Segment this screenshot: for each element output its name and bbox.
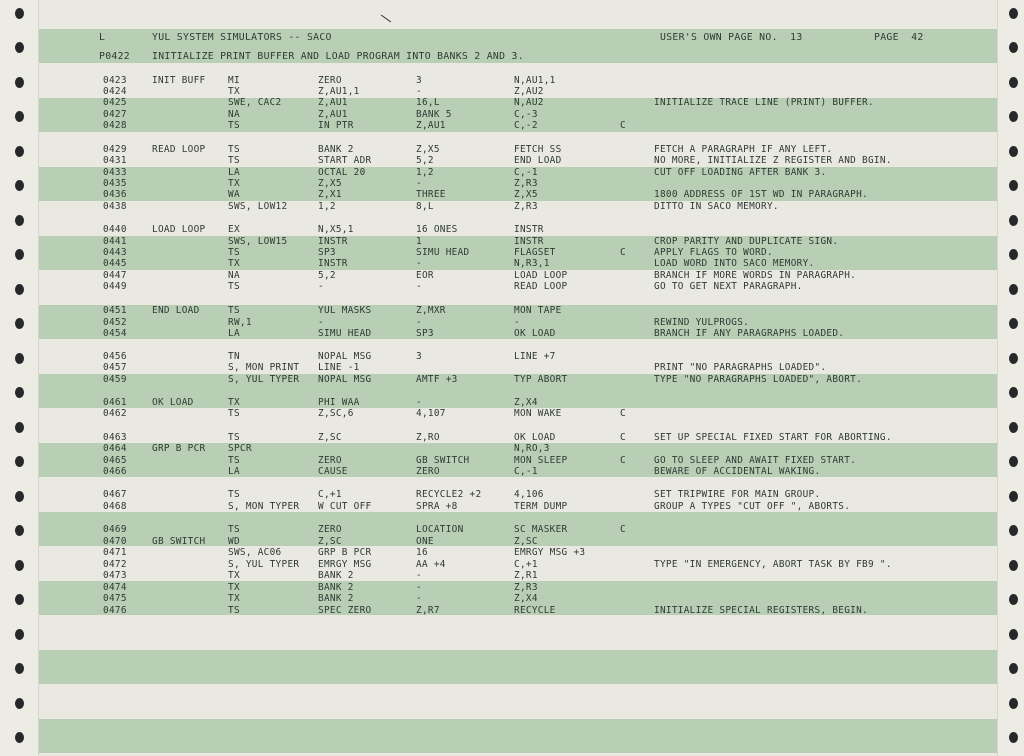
sprocket-hole-icon <box>15 663 24 674</box>
line-address: SP3 <box>318 247 336 258</box>
code-line <box>0 582 1024 593</box>
line-opcode: TS <box>228 120 240 131</box>
line-operand-3: C,-1 <box>514 167 538 178</box>
line-label: GB SWITCH <box>152 536 206 547</box>
line-location: 0459 <box>103 374 127 385</box>
line-operand-2: 16,L <box>416 97 440 108</box>
line-operand-2: 8,L <box>416 201 434 212</box>
line-location: 0471 <box>103 547 127 558</box>
line-opcode: SWS, LOW12 <box>228 201 288 212</box>
code-line <box>0 570 1024 581</box>
line-location: 0470 <box>103 536 127 547</box>
line-operand-3: FLAGSET <box>514 247 556 258</box>
line-operand-3: LOAD LOOP <box>514 270 568 281</box>
line-address: Z,SC,6 <box>318 408 354 419</box>
line-location: 0451 <box>103 305 127 316</box>
line-address: 5,2 <box>318 270 336 281</box>
line-operand-2: ZERO <box>416 466 440 477</box>
line-operand-3: SC MASKER <box>514 524 568 535</box>
line-comment: CUT OFF LOADING AFTER BANK 3. <box>654 167 827 178</box>
line-operand-2: SIMU HEAD <box>416 247 470 258</box>
line-opcode: LA <box>228 167 240 178</box>
line-location: 0447 <box>103 270 127 281</box>
line-opcode: TS <box>228 489 240 500</box>
line-flag: C <box>620 408 626 419</box>
line-operand-3: TERM DUMP <box>514 501 568 512</box>
line-address: NOPAL MSG <box>318 351 372 362</box>
line-address: 1,2 <box>318 201 336 212</box>
code-line <box>0 109 1024 120</box>
line-opcode: SPCR <box>228 443 252 454</box>
line-label: INIT BUFF <box>152 75 206 86</box>
line-opcode: TS <box>228 605 240 616</box>
line-address: Z,X5 <box>318 178 342 189</box>
code-line <box>0 328 1024 339</box>
line-location: 0445 <box>103 258 127 269</box>
code-line <box>0 178 1024 189</box>
code-line <box>0 408 1024 419</box>
code-line <box>0 501 1024 512</box>
code-line <box>0 247 1024 258</box>
line-address: BANK 2 <box>318 144 354 155</box>
line-opcode: TN <box>228 351 240 362</box>
line-address: N,X5,1 <box>318 224 354 235</box>
line-operand-2: 3 <box>416 75 422 86</box>
line-address: Z,SC <box>318 536 342 547</box>
line-operand-3: Z,X4 <box>514 593 538 604</box>
line-opcode: TS <box>228 281 240 292</box>
line-location: 0466 <box>103 466 127 477</box>
line-operand-2: LOCATION <box>416 524 464 535</box>
line-address: START ADR <box>318 155 372 166</box>
line-opcode: S, YUL TYPER <box>228 559 300 570</box>
code-line <box>0 524 1024 535</box>
line-address: Z,AU1 <box>318 97 348 108</box>
sprocket-hole-icon <box>15 629 24 640</box>
line-comment: GROUP A TYPES "CUT OFF ", ABORTS. <box>654 501 851 512</box>
line-operand-3: LINE +7 <box>514 351 556 362</box>
line-operand-2: Z,R7 <box>416 605 440 616</box>
line-location: 0454 <box>103 328 127 339</box>
line-location: 0473 <box>103 570 127 581</box>
line-flag: C <box>620 247 626 258</box>
line-address: ZERO <box>318 75 342 86</box>
line-operand-3: 4,106 <box>514 489 544 500</box>
line-location: 0449 <box>103 281 127 292</box>
code-line <box>0 536 1024 547</box>
code-line <box>0 189 1024 200</box>
line-operand-3: Z,R3 <box>514 582 538 593</box>
line-operand-3: C,+1 <box>514 559 538 570</box>
line-operand-3: READ LOOP <box>514 281 568 292</box>
line-address: IN PTR <box>318 120 354 131</box>
line-operand-3: Z,X5 <box>514 189 538 200</box>
line-location: 0474 <box>103 582 127 593</box>
line-operand-2: THREE <box>416 189 446 200</box>
line-opcode: EX <box>228 224 240 235</box>
line-address: LINE -1 <box>318 362 360 373</box>
code-line <box>0 281 1024 292</box>
page-number: PAGE 42 <box>874 32 924 43</box>
code-line <box>0 86 1024 97</box>
code-line <box>0 605 1024 616</box>
line-location: 0433 <box>103 167 127 178</box>
line-opcode: TS <box>228 155 240 166</box>
line-opcode: SWS, AC06 <box>228 547 282 558</box>
sprocket-hole-icon <box>1009 663 1018 674</box>
line-address: - <box>318 317 324 328</box>
line-location: 0457 <box>103 362 127 373</box>
line-location: 0452 <box>103 317 127 328</box>
line-operand-3: END LOAD <box>514 155 562 166</box>
line-operand-2: AMTF +3 <box>416 374 458 385</box>
line-location: 0440 <box>103 224 127 235</box>
line-opcode: TS <box>228 305 240 316</box>
line-operand-2: EOR <box>416 270 434 281</box>
code-line <box>0 374 1024 385</box>
line-comment: TYPE "IN EMERGENCY, ABORT TASK BY FB9 ". <box>654 559 892 570</box>
line-address: Z,X1 <box>318 189 342 200</box>
line-opcode: SWS, LOW15 <box>228 236 288 247</box>
line-comment: BRANCH IF MORE WORDS IN PARAGRAPH. <box>654 270 857 281</box>
line-address: PHI WAA <box>318 397 360 408</box>
code-line <box>0 397 1024 408</box>
line-location: 0465 <box>103 455 127 466</box>
code-line <box>0 362 1024 373</box>
line-operand-2: BANK 5 <box>416 109 452 120</box>
line-flag: C <box>620 432 626 443</box>
line-operand-3: N,RO,3 <box>514 443 550 454</box>
line-operand-3: RECYCLE <box>514 605 556 616</box>
line-location: 0468 <box>103 501 127 512</box>
line-location: 0425 <box>103 97 127 108</box>
green-bar <box>38 650 998 684</box>
line-comment: DITTO IN SACO MEMORY. <box>654 201 779 212</box>
line-operand-3: Z,X4 <box>514 397 538 408</box>
line-comment: REWIND YULPROGS. <box>654 317 750 328</box>
line-opcode: TX <box>228 258 240 269</box>
line-address: BANK 2 <box>318 593 354 604</box>
line-operand-3: Z,AU2 <box>514 86 544 97</box>
code-line <box>0 75 1024 86</box>
line-comment: APPLY FLAGS TO WORD. <box>654 247 773 258</box>
line-operand-2: - <box>416 570 422 581</box>
green-bar <box>38 719 998 753</box>
line-opcode: RW,1 <box>228 317 252 328</box>
line-location: 0475 <box>103 593 127 604</box>
line-opcode: NA <box>228 270 240 281</box>
line-operand-3: MON SLEEP <box>514 455 568 466</box>
line-comment: PRINT "NO PARAGRAPHS LOADED". <box>654 362 827 373</box>
line-operand-2: 3 <box>416 351 422 362</box>
line-operand-2: 16 <box>416 547 428 558</box>
line-location: 0467 <box>103 489 127 500</box>
line-address: Z,AU1 <box>318 109 348 120</box>
line-location: 0431 <box>103 155 127 166</box>
line-operand-2: RECYCLE2 +2 <box>416 489 482 500</box>
line-opcode: S, MON TYPER <box>228 501 300 512</box>
line-operand-3: C,-2 <box>514 120 538 131</box>
code-line <box>0 455 1024 466</box>
line-address: OCTAL 20 <box>318 167 366 178</box>
line-operand-3: MON WAKE <box>514 408 562 419</box>
line-comment: 1800 ADDRESS OF 1ST WD IN PARAGRAPH. <box>654 189 868 200</box>
line-address: ZERO <box>318 455 342 466</box>
line-location: 0461 <box>103 397 127 408</box>
line-address: BANK 2 <box>318 570 354 581</box>
line-location: 0462 <box>103 408 127 419</box>
code-line <box>0 97 1024 108</box>
code-line <box>0 144 1024 155</box>
line-address: EMRGY MSG <box>318 559 372 570</box>
line-location: 0464 <box>103 443 127 454</box>
code-line <box>0 155 1024 166</box>
code-line <box>0 201 1024 212</box>
line-address: INSTR <box>318 258 348 269</box>
line-operand-2: Z,X5 <box>416 144 440 155</box>
line-opcode: TS <box>228 432 240 443</box>
line-location: 0476 <box>103 605 127 616</box>
line-label: OK LOAD <box>152 397 194 408</box>
line-opcode: TS <box>228 408 240 419</box>
line-location: 0423 <box>103 75 127 86</box>
sprocket-hole-icon <box>1009 732 1018 743</box>
line-opcode: NA <box>228 109 240 120</box>
line-operand-2: 1 <box>416 236 422 247</box>
line-opcode: WD <box>228 536 240 547</box>
line-operand-3: N,R3,1 <box>514 258 550 269</box>
line-location: 0438 <box>103 201 127 212</box>
line-operand-2: 16 ONES <box>416 224 458 235</box>
code-line <box>0 317 1024 328</box>
line-location: 0428 <box>103 120 127 131</box>
line-operand-3: N,AU1,1 <box>514 75 556 86</box>
line-comment: FETCH A PARAGRAPH IF ANY LEFT. <box>654 144 833 155</box>
line-opcode: WA <box>228 189 240 200</box>
code-line <box>0 236 1024 247</box>
line-opcode: TX <box>228 582 240 593</box>
line-location: 0443 <box>103 247 127 258</box>
line-opcode: S, MON PRINT <box>228 362 300 373</box>
code-line <box>0 305 1024 316</box>
line-operand-3: OK LOAD <box>514 432 556 443</box>
code-line <box>0 489 1024 500</box>
line-operand-2: - <box>416 178 422 189</box>
line-comment: TYPE "NO PARAGRAPHS LOADED", ABORT. <box>654 374 863 385</box>
line-operand-2: - <box>416 281 422 292</box>
line-location: 0441 <box>103 236 127 247</box>
line-opcode: TS <box>228 524 240 535</box>
code-line <box>0 167 1024 178</box>
line-comment: BEWARE OF ACCIDENTAL WAKING. <box>654 466 821 477</box>
line-address: NOPAL MSG <box>318 374 372 385</box>
line-operand-2: Z,AU1 <box>416 120 446 131</box>
users-page-number: USER'S OWN PAGE NO. 13 <box>660 32 803 43</box>
pen-mark <box>381 15 391 23</box>
line-comment: INITIALIZE TRACE LINE (PRINT) BUFFER. <box>654 97 874 108</box>
line-opcode: TS <box>228 247 240 258</box>
line-opcode: TX <box>228 593 240 604</box>
code-line <box>0 466 1024 477</box>
line-operand-3: INSTR <box>514 224 544 235</box>
line-flag: C <box>620 455 626 466</box>
line-operand-2: - <box>416 258 422 269</box>
line-operand-3: C,-1 <box>514 466 538 477</box>
line-location: 0469 <box>103 524 127 535</box>
line-comment: SET TRIPWIRE FOR MAIN GROUP. <box>654 489 821 500</box>
code-line <box>0 593 1024 604</box>
line-operand-2: AA +4 <box>416 559 446 570</box>
line-operand-3: Z,R3 <box>514 178 538 189</box>
line-operand-3: TYP ABORT <box>514 374 568 385</box>
line-operand-3: FETCH SS <box>514 144 562 155</box>
line-operand-2: 1,2 <box>416 167 434 178</box>
line-opcode: LA <box>228 328 240 339</box>
line-opcode: SWE, CAC2 <box>228 97 282 108</box>
code-line <box>0 432 1024 443</box>
line-opcode: TS <box>228 455 240 466</box>
line-operand-2: - <box>416 317 422 328</box>
line-operand-2: SPRA +8 <box>416 501 458 512</box>
line-address: - <box>318 281 324 292</box>
line-operand-2: - <box>416 582 422 593</box>
line-address: W CUT OFF <box>318 501 372 512</box>
code-line <box>0 547 1024 558</box>
line-operand-3: Z,SC <box>514 536 538 547</box>
line-opcode: TX <box>228 86 240 97</box>
line-operand-2: 5,2 <box>416 155 434 166</box>
line-label: END LOAD <box>152 305 200 316</box>
line-operand-2: 4,107 <box>416 408 446 419</box>
listing-header <box>0 32 1024 44</box>
line-address: BANK 2 <box>318 582 354 593</box>
line-location: 0436 <box>103 189 127 200</box>
line-address: CAUSE <box>318 466 348 477</box>
line-location: 0435 <box>103 178 127 189</box>
code-line <box>0 270 1024 281</box>
sprocket-hole-icon <box>1009 698 1018 709</box>
sprocket-hole-icon <box>15 732 24 743</box>
listing-title: YUL SYSTEM SIMULATORS -- SACO <box>152 32 332 43</box>
line-operand-2: GB SWITCH <box>416 455 470 466</box>
line-comment: SET UP SPECIAL FIXED START FOR ABORTING. <box>654 432 892 443</box>
line-address: SPEC ZERO <box>318 605 372 616</box>
line-location: 0429 <box>103 144 127 155</box>
line-comment: INITIALIZE SPECIAL REGISTERS, BEGIN. <box>654 605 868 616</box>
line-operand-3: Z,R3 <box>514 201 538 212</box>
line-address: C,+1 <box>318 489 342 500</box>
line-comment: BRANCH IF ANY PARAGRAPHS LOADED. <box>654 328 845 339</box>
line-location: 0463 <box>103 432 127 443</box>
sprocket-hole-icon <box>1009 629 1018 640</box>
sprocket-hole-icon <box>1009 8 1018 19</box>
line-label: LOAD LOOP <box>152 224 206 235</box>
line-operand-2: - <box>416 593 422 604</box>
line-flag: C <box>620 524 626 535</box>
line-opcode: TX <box>228 570 240 581</box>
line-location: 0456 <box>103 351 127 362</box>
code-line <box>0 559 1024 570</box>
header-mark: L <box>99 32 106 43</box>
line-opcode: TX <box>228 178 240 189</box>
line-opcode: MI <box>228 75 240 86</box>
line-operand-2: SP3 <box>416 328 434 339</box>
line-location: 0424 <box>103 86 127 97</box>
line-comment: GO TO SLEEP AND AWAIT FIXED START. <box>654 455 857 466</box>
line-operand-2: Z,MXR <box>416 305 446 316</box>
line-operand-3: INSTR <box>514 236 544 247</box>
sprocket-hole-icon <box>15 698 24 709</box>
code-line <box>0 120 1024 131</box>
line-location: 0472 <box>103 559 127 570</box>
line-operand-2: Z,RO <box>416 432 440 443</box>
line-opcode: S, YUL TYPER <box>228 374 300 385</box>
line-opcode: TS <box>228 144 240 155</box>
line-operand-3: OK LOAD <box>514 328 556 339</box>
line-operand-3: N,AU2 <box>514 97 544 108</box>
line-operand-3: Z,R1 <box>514 570 538 581</box>
section-description: INITIALIZE PRINT BUFFER AND LOAD PROGRAM INTO BANKS 2 AND 3. <box>152 51 524 62</box>
line-address: YUL MASKS <box>318 305 372 316</box>
line-opcode: TX <box>228 397 240 408</box>
line-address: GRP B PCR <box>318 547 372 558</box>
line-operand-3: EMRGY MSG +3 <box>514 547 586 558</box>
line-operand-3: - <box>514 317 520 328</box>
line-comment: GO TO GET NEXT PARAGRAPH. <box>654 281 803 292</box>
line-flag: C <box>620 120 626 131</box>
code-line <box>0 258 1024 269</box>
line-location: 0427 <box>103 109 127 120</box>
line-operand-2: ONE <box>416 536 434 547</box>
line-label: READ LOOP <box>152 144 206 155</box>
line-label: GRP B PCR <box>152 443 206 454</box>
code-line <box>0 443 1024 454</box>
line-opcode: LA <box>228 466 240 477</box>
code-line <box>0 351 1024 362</box>
code-line <box>0 224 1024 235</box>
line-comment: NO MORE, INITIALIZE Z REGISTER AND BGIN. <box>654 155 892 166</box>
line-address: Z,AU1,1 <box>318 86 360 97</box>
line-comment: CROP PARITY AND DUPLICATE SIGN. <box>654 236 839 247</box>
section-location: P0422 <box>99 51 130 62</box>
line-address: ZERO <box>318 524 342 535</box>
line-address: SIMU HEAD <box>318 328 372 339</box>
section-header <box>0 51 1024 63</box>
line-operand-2: - <box>416 86 422 97</box>
line-comment: LOAD WORD INTO SACO MEMORY. <box>654 258 815 269</box>
line-address: INSTR <box>318 236 348 247</box>
sprocket-hole-icon <box>15 8 24 19</box>
line-operand-2: - <box>416 397 422 408</box>
line-operand-3: C,-3 <box>514 109 538 120</box>
line-address: Z,SC <box>318 432 342 443</box>
line-operand-3: MON TAPE <box>514 305 562 316</box>
